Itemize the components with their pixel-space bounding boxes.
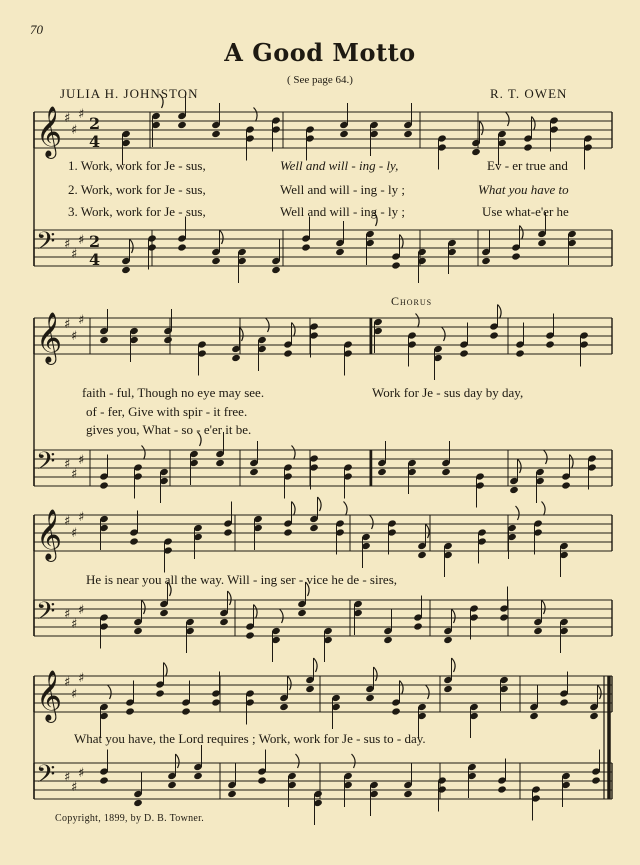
note-flag	[498, 305, 502, 319]
sharp-icon: ♯	[71, 123, 78, 138]
sharp-icon: ♯	[78, 453, 85, 468]
sharp-icon: ♯	[71, 467, 78, 482]
note-head	[459, 349, 469, 357]
note-flag	[292, 446, 296, 460]
note-head	[511, 252, 521, 260]
note-head	[271, 266, 281, 274]
note-head	[249, 468, 259, 476]
note-flag	[374, 212, 378, 226]
treble-clef-icon: 𝄞	[36, 106, 63, 157]
note-flag	[228, 591, 232, 605]
note-head	[211, 130, 221, 138]
note-flag	[426, 524, 430, 538]
note-flag	[266, 318, 270, 332]
note-head	[159, 609, 169, 617]
verse-1-line-b: Well and will - ing - ly,	[280, 158, 399, 173]
note-head	[257, 776, 267, 784]
note-head	[365, 694, 375, 702]
note-head	[489, 331, 499, 339]
note-flag	[400, 681, 404, 695]
note-head	[215, 459, 225, 467]
note-head	[305, 685, 315, 693]
note-head	[219, 618, 229, 626]
system3-lyrics: He is near you all the way. Will - ing ser - vice he de - sires,	[86, 572, 398, 587]
note-flag	[542, 600, 546, 614]
note-flag	[352, 754, 356, 768]
note-head	[231, 354, 241, 362]
sharp-icon: ♯	[64, 237, 71, 252]
sharp-icon: ♯	[78, 671, 85, 686]
note-head	[417, 551, 427, 559]
note-head	[533, 627, 543, 635]
time-signature: 4	[89, 132, 101, 151]
note-flag	[160, 94, 164, 108]
note-head	[283, 528, 293, 536]
note-flag	[164, 663, 168, 677]
sharp-icon: ♯	[71, 329, 78, 344]
sharp-icon: ♯	[64, 607, 71, 622]
note-flag	[220, 230, 224, 244]
time-signature: 2	[89, 114, 101, 133]
note-head	[245, 631, 255, 639]
sharp-icon: ♯	[64, 111, 71, 126]
sharp-icon: ♯	[71, 780, 78, 795]
note-flag	[506, 112, 510, 126]
note-flag	[292, 323, 296, 337]
note-head	[211, 698, 221, 706]
note-head	[133, 627, 143, 635]
sharp-icon: ♯	[78, 766, 85, 781]
verse-3-line-a: 3. Work, work for Je - sus,	[68, 204, 206, 219]
note-head	[99, 481, 109, 489]
note-head	[515, 349, 525, 357]
note-head	[537, 239, 547, 247]
note-flag	[400, 235, 404, 249]
note-head	[125, 707, 135, 715]
note-head	[167, 781, 177, 789]
note-flag	[142, 600, 146, 614]
treble-clef-icon: 𝄞	[36, 670, 63, 721]
system2-line3: gives you, What - so - e'er it be.	[86, 422, 252, 437]
note-flag	[542, 502, 546, 516]
sharp-icon: ♯	[71, 247, 78, 262]
treble-clef-icon: 𝄞	[36, 312, 63, 363]
note-head	[227, 790, 237, 798]
note-head	[155, 689, 165, 697]
sharp-icon: ♯	[78, 107, 85, 122]
page-number: 70	[30, 22, 43, 37]
sharp-icon: ♯	[64, 457, 71, 472]
verse-1-line-c: Ev - er true and	[487, 158, 568, 173]
verse-2-line-c: What you have to	[478, 182, 569, 197]
note-head	[545, 340, 555, 348]
note-head	[403, 130, 413, 138]
sharp-icon: ♯	[64, 675, 71, 690]
note-flag	[176, 754, 180, 768]
note-head	[443, 685, 453, 693]
sharp-icon: ♯	[71, 526, 78, 541]
sharp-icon: ♯	[78, 603, 85, 618]
note-flag	[306, 582, 310, 596]
note-flag	[344, 502, 348, 516]
note-flag	[516, 506, 520, 520]
treble-clef-icon: 𝄞	[36, 509, 63, 560]
note-flag	[598, 685, 602, 699]
note-head	[129, 537, 139, 545]
note-head	[339, 130, 349, 138]
note-head	[301, 243, 311, 251]
note-flag	[296, 754, 300, 768]
note-head	[471, 148, 481, 156]
note-head	[377, 468, 387, 476]
note-head	[561, 481, 571, 489]
system2-line1: faith - ful, Though no eye may see.	[82, 385, 265, 400]
bass-clef-icon: 𝄢	[36, 760, 56, 795]
note-flag	[452, 609, 456, 623]
sharp-icon: ♯	[64, 770, 71, 785]
note-flag	[108, 685, 112, 699]
note-flag	[480, 121, 484, 135]
note-head	[589, 712, 599, 720]
note-flag	[288, 676, 292, 690]
note-head	[133, 799, 143, 807]
hymn-title: A Good Motto	[224, 38, 416, 67]
note-flag	[292, 502, 296, 516]
note-flag	[168, 582, 172, 596]
note-head	[121, 266, 131, 274]
note-head	[383, 636, 393, 644]
note-flag	[544, 450, 548, 464]
note-flag	[254, 108, 258, 122]
note-head	[591, 776, 601, 784]
note-head	[559, 698, 569, 706]
note-head	[223, 528, 233, 536]
note-flag	[518, 459, 522, 473]
bass-clef-icon: 𝄢	[36, 227, 56, 262]
note-head	[297, 609, 307, 617]
note-flag	[532, 117, 536, 131]
bass-clef-icon: 𝄢	[36, 597, 56, 632]
note-flag	[314, 658, 318, 672]
note-flag	[142, 446, 146, 460]
note-flag	[570, 455, 574, 469]
note-flag	[198, 432, 202, 446]
note-head	[193, 772, 203, 780]
note-head	[283, 349, 293, 357]
note-head	[335, 248, 345, 256]
sharp-icon: ♯	[64, 317, 71, 332]
note-flag	[130, 239, 134, 253]
sharp-icon: ♯	[78, 233, 85, 248]
sharp-icon: ♯	[78, 510, 85, 525]
note-head	[499, 613, 509, 621]
chorus-label: Chorus	[391, 294, 433, 308]
time-signature: 2	[89, 232, 101, 251]
note-flag	[416, 314, 420, 328]
system2-line2: of - fer, Give with spir - it free.	[86, 404, 248, 419]
system4-lyrics: What you have, the Lord requires ; Work, work for Je - sus to - day.	[74, 731, 426, 746]
sharp-icon: ♯	[64, 514, 71, 529]
copyright-notice: Copyright, 1899, by D. B. Towner.	[55, 813, 205, 824]
note-flag	[280, 609, 284, 623]
system2-chorus-line: Work for Je - sus day by day,	[372, 385, 524, 400]
note-flag	[426, 685, 430, 699]
verse-2-line-a: 2. Work, work for Je - sus,	[68, 182, 206, 197]
sharp-icon: ♯	[71, 687, 78, 702]
note-head	[309, 524, 319, 532]
note-head	[99, 336, 109, 344]
time-signature: 4	[89, 250, 101, 269]
note-flag	[520, 226, 524, 240]
verse-3-line-c: Use what-e'er he	[482, 204, 569, 219]
composer-credit: R. T. OWEN	[490, 86, 568, 101]
note-head	[509, 486, 519, 494]
note-head	[413, 622, 423, 630]
sharp-icon: ♯	[78, 313, 85, 328]
note-head	[391, 707, 401, 715]
note-head	[163, 336, 173, 344]
note-flag	[452, 658, 456, 672]
note-head	[441, 468, 451, 476]
sharp-icon: ♯	[71, 617, 78, 632]
note-flag	[374, 667, 378, 681]
note-flag	[370, 515, 374, 529]
note-flag	[254, 605, 258, 619]
note-head	[211, 257, 221, 265]
note-flag	[318, 497, 322, 511]
note-head	[403, 790, 413, 798]
note-head	[177, 121, 187, 129]
note-head	[497, 785, 507, 793]
lyricist-credit: JULIA H. JOHNSTON	[60, 86, 199, 101]
note-head	[99, 776, 109, 784]
verse-1-line-a: 1. Work, work for Je - sus,	[68, 158, 206, 173]
bass-clef-icon: 𝄢	[36, 447, 56, 482]
verse-2-line-b: Well and will - ing - ly ;	[280, 182, 405, 197]
note-head	[443, 636, 453, 644]
note-head	[523, 143, 533, 151]
verse-3-line-b: Well and will - ing - ly ;	[280, 204, 405, 219]
note-flag	[442, 327, 446, 341]
note-head	[181, 707, 191, 715]
note-head	[279, 703, 289, 711]
cross-reference: ( See page 64.)	[287, 74, 353, 86]
note-head	[481, 257, 491, 265]
note-head	[391, 261, 401, 269]
note-head	[529, 712, 539, 720]
note-head	[177, 243, 187, 251]
